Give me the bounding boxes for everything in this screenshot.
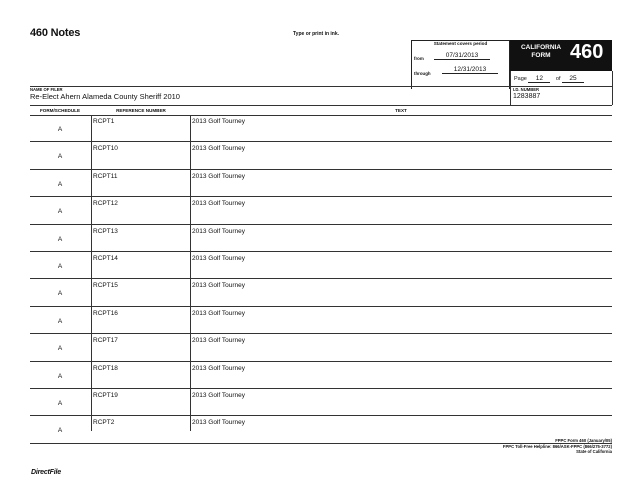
- table-row: [30, 197, 612, 224]
- schedule-cell[interactable]: A: [57, 317, 63, 325]
- filer-name-field[interactable]: Re-Elect Ahern Alameda County Sheriff 2010: [30, 92, 180, 101]
- schedule-cell[interactable]: A: [57, 235, 63, 243]
- filer-name-label: NAME OF FILER: [30, 87, 63, 92]
- text-cell[interactable]: 2013 Golf Tourney: [192, 200, 245, 208]
- reference-cell[interactable]: RCPT15: [93, 282, 118, 290]
- column-header-schedule: FORM/SCHEDULE: [39, 108, 81, 113]
- form-title: 460 Notes: [30, 27, 81, 39]
- badge-text: [514, 44, 568, 60]
- text-cell[interactable]: 2013 Golf Tourney: [192, 419, 245, 427]
- column-header-text: TEXT: [395, 108, 407, 113]
- text-cell[interactable]: 2013 Golf Tourney: [192, 337, 245, 345]
- schedule-cell[interactable]: A: [57, 180, 63, 188]
- reference-cell[interactable]: RCPT17: [93, 337, 118, 345]
- table-row: [30, 362, 612, 389]
- page-indicator: [514, 75, 584, 83]
- from-date-field[interactable]: 07/31/2013: [434, 52, 490, 60]
- reference-cell[interactable]: RCPT2: [93, 419, 115, 427]
- id-number-label: I.D. NUMBER: [513, 87, 540, 92]
- badge-form-number: 460: [570, 41, 604, 63]
- table-row: [30, 170, 612, 197]
- table-row: [30, 115, 612, 142]
- text-cell[interactable]: 2013 Golf Tourney: [192, 309, 245, 317]
- reference-cell[interactable]: RCPT14: [93, 255, 118, 262]
- reference-cell[interactable]: RCPT1: [93, 118, 115, 125]
- text-cell[interactable]: 2013 Golf Tourney: [192, 145, 245, 153]
- through-label: through: [414, 71, 431, 76]
- table-row: [30, 307, 612, 334]
- id-number-field[interactable]: 1283887: [513, 93, 541, 100]
- type-instruction: Type or print in ink.: [293, 31, 340, 37]
- text-cell[interactable]: 2013 Golf Tourney: [192, 227, 245, 235]
- reference-cell[interactable]: RCPT11: [93, 172, 118, 180]
- direct-file-logo: DirectFile: [31, 469, 61, 476]
- reference-cell[interactable]: RCPT13: [93, 227, 118, 235]
- schedule-cell[interactable]: A: [57, 126, 63, 133]
- page-total-field[interactable]: 25: [562, 75, 584, 83]
- badge-line-state: CALIFORNIA: [520, 44, 562, 51]
- reference-cell[interactable]: RCPT12: [93, 200, 118, 208]
- text-cell[interactable]: 2013 Golf Tourney: [192, 282, 245, 290]
- column-header-reference: REFERENCE NUMBER: [116, 108, 166, 113]
- form-footer: [400, 438, 612, 455]
- of-label: of: [555, 76, 561, 82]
- schedule-cell[interactable]: A: [57, 400, 63, 407]
- filer-bottom-rule: [30, 105, 612, 106]
- reference-cell[interactable]: RCPT16: [93, 309, 118, 317]
- table-row: [30, 252, 612, 279]
- schedule-cell[interactable]: A: [57, 427, 63, 435]
- schedule-cell[interactable]: A: [57, 372, 63, 380]
- through-date-field[interactable]: 12/31/2013: [442, 66, 498, 74]
- schedule-cell[interactable]: A: [57, 153, 63, 161]
- page-label: Page: [514, 76, 527, 82]
- footer-form-version: FPPC Form 460 (January/05): [555, 438, 612, 443]
- reference-cell[interactable]: RCPT19: [93, 392, 118, 399]
- table-row: [30, 334, 612, 361]
- page-number-field[interactable]: 12: [528, 75, 550, 83]
- badge-line-form: FORM: [531, 52, 551, 59]
- text-cell[interactable]: 2013 Golf Tourney: [192, 364, 245, 372]
- schedule-cell[interactable]: A: [57, 208, 63, 216]
- schedule-cell[interactable]: A: [57, 345, 63, 353]
- period-heading: Statement covers period: [433, 41, 488, 46]
- text-cell[interactable]: 2013 Golf Tourney: [192, 172, 245, 180]
- table-row: [30, 225, 612, 252]
- reference-cell[interactable]: RCPT18: [93, 364, 118, 372]
- badge-divider: [510, 71, 511, 105]
- footer-helpline: FPPC Toll-Free Helpline: 866/ASK-FPPC (866/275-3772): [502, 443, 612, 449]
- schedule-cell[interactable]: A: [57, 290, 63, 298]
- text-cell[interactable]: 2013 Golf Tourney: [192, 392, 245, 399]
- from-label: from: [414, 56, 424, 61]
- reference-cell[interactable]: RCPT10: [93, 145, 118, 153]
- table-row: [30, 142, 612, 169]
- text-cell[interactable]: 2013 Golf Tourney: [192, 255, 245, 262]
- table-row: [30, 389, 612, 416]
- right-border: [612, 71, 613, 105]
- statement-period-box: [411, 40, 510, 89]
- table-row: [30, 279, 612, 306]
- schedule-cell[interactable]: A: [57, 263, 63, 270]
- text-cell[interactable]: 2013 Golf Tourney: [192, 118, 245, 125]
- footer-state: State of California: [576, 449, 612, 455]
